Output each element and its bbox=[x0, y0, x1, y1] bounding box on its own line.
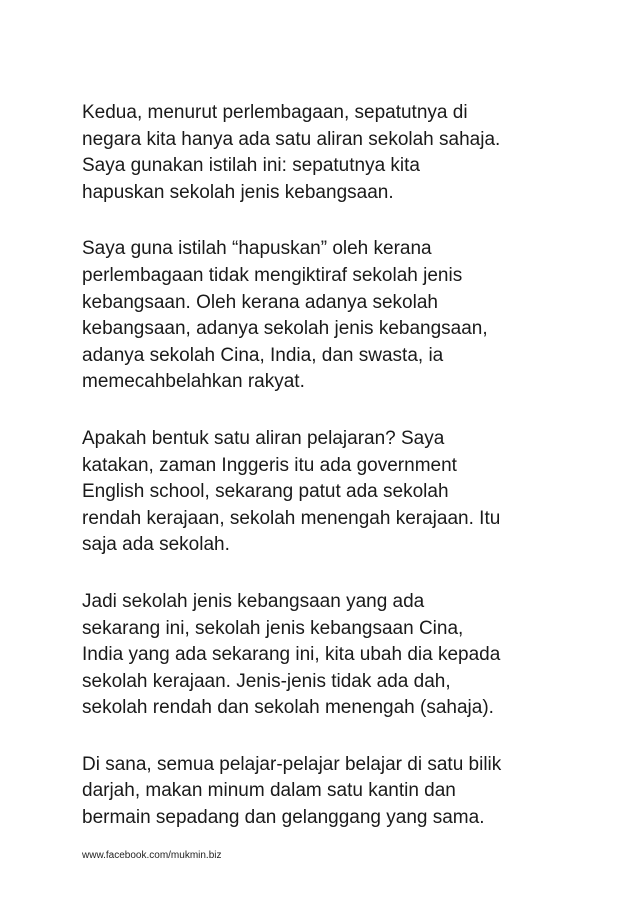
paragraph: Kedua, menurut perlembagaan, sepatutnya di negara kita hanya ada satu aliran sekolah sahaja. Saya gunakan istilah ini: sepatutnya kita hapuskan sekolah jenis kebangsaan. bbox=[82, 102, 501, 203]
document-body bbox=[82, 100, 582, 862]
paragraph: Saya guna istilah “hapuskan” oleh kerana perlembagaan tidak mengiktiraf sekolah jenis kebangsaan. Oleh kerana adanya sekolah kebangsaan, adanya sekolah jenis kebangsaan, adanya sekolah Cina, India, dan swasta, ia memecahbelahkan rakyat. bbox=[82, 238, 488, 393]
paragraph: Di sana, semua pelajar-pelajar belajar di satu bilik darjah, makan minum dalam satu kantin dan bermain sepadang dan gelanggang yang sama. bbox=[82, 753, 502, 829]
paragraph: Jadi sekolah jenis kebangsaan yang ada sekarang ini, sekolah jenis kebangsaan Cina, India yang ada sekarang ini, kita ubah dia kepada sekolah kerajaan. Jenis-jenis tidak ada dah, sekolah rendah dan sekolah menengah (sahaja). bbox=[82, 590, 501, 719]
footer-url: www.facebook.com/mukmin.biz bbox=[82, 850, 222, 861]
paragraph: Apakah bentuk satu aliran pelajaran? Saya katakan, zaman Inggeris itu ada government English school, sekarang patut ada sekolah rendah kerajaan, sekolah menengah kerajaan. Itu saja ada sekolah. bbox=[82, 427, 501, 556]
